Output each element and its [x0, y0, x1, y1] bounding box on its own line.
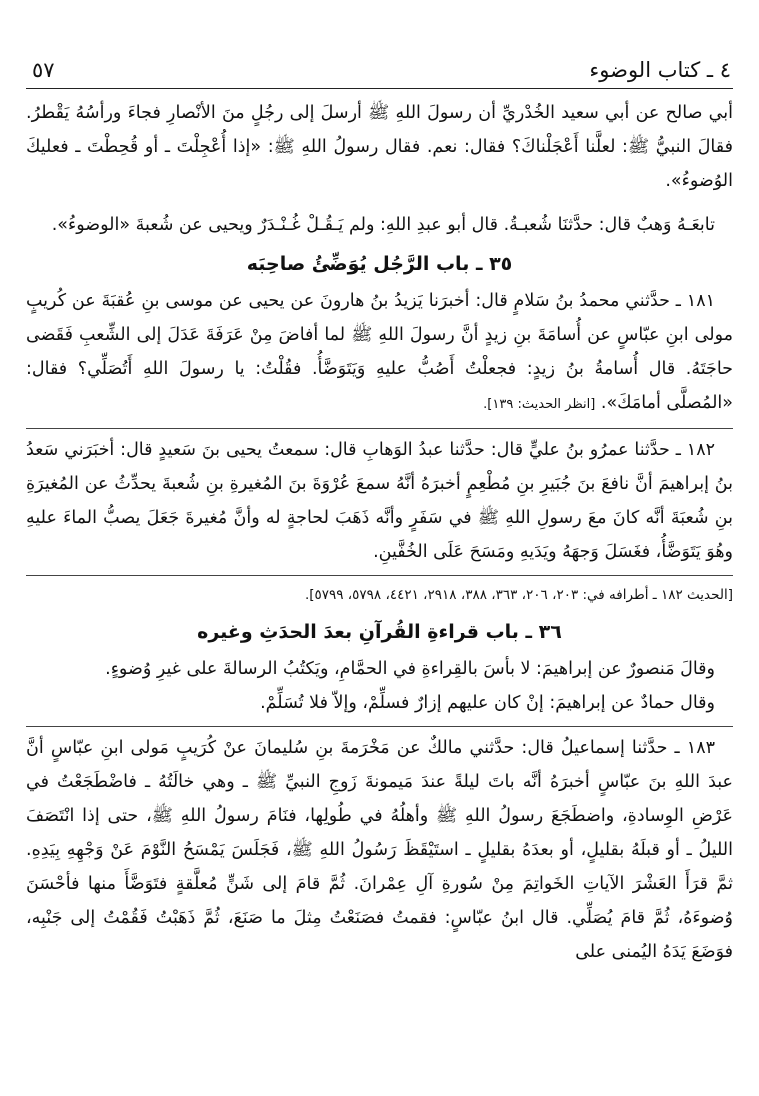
chapter-35-title: ٣٥ ـ باب الرَّجُل يُوَضِّئُ صاحِبَه: [246, 253, 513, 275]
divider: [26, 428, 733, 429]
chapter-36-commentary-line-2: وقال حمادٌ عن إبراهيمَ: إنْ كان عليهم إزارٌ فسلِّمْ، وإلاّ فلا تُسَلِّمْ.: [260, 693, 715, 713]
hadith-182-paragraph: ١٨٢ ـ حدَّثنا عمرُو بنُ عليٍّ قال: حدَّثنا عبدُ الوَهابِ قال: سمعتُ يحيى بنَ سَعيدٍ قال: أخبَرَني سَعدُ بنُ إبراهيمَ أنَّ نافعَ بنَ جُبَيرِ بنِ مُطْعِمٍ أخبرَهُ أنَّهُ سمعَ عُرْوَةَ بنَ المُغيرةِ بنِ شُعبةَ يحدِّثُ عن المُغيرَةِ بنِ شُعبَةَ أنَّه كانَ معَ رسولِ اللهِ ﷺ في سَفَرٍ وأنَّه ذَهَبَ لحاجةٍ له وأنَّ مُغيرةَ جَعَلَ يصبُّ الماءَ عليهِ وهُوَ يَتَوَضَّأُ، فغَسَلَ وَجهَهُ ويَدَيهِ ومَسَحَ عَلَى الخُفَّينِ.: [26, 440, 733, 562]
page-number: ٥٧: [32, 58, 55, 82]
chapter-36-commentary-line-1: وقالَ مَنصورٌ عن إبراهيمَ: لا بأسَ بالقِراءةِ في الحمَّامِ، ويَكتُبُ الرسالةَ على غيرِ وُضوءٍ.: [105, 659, 715, 679]
chapter-36-title: ٣٦ ـ باب قراءةِ القُرآنِ بعدَ الحدَثِ وغيره: [197, 621, 562, 643]
page-body: [26, 96, 733, 969]
divider: [26, 575, 733, 576]
continued-hadith-paragraph: أبي صالح عن أبي سعيد الخُدْريِّ أن رسولَ اللهِ ﷺ أرسلَ إلى رجُلٍ منَ الأنْصارِ فجاءَ ورأسُهُ يَقْطرُ. فقالَ النبيُّ ﷺ: لعلَّنا أَعْجَلْناكَ؟ فقال: نعم. فقال رسولُ اللهِ ﷺ: «إذا أُعْجِلْتَ ـ أو قُحِطْتَ ـ فعليكَ الوُضوءُ».: [26, 103, 733, 191]
hadith-181-paragraph: [26, 284, 733, 422]
follow-up-note-paragraph: تابعَـهُ وَهبٌ قال: حدَّثنَا شُعبـةُ. قال أبو عبدِ اللهِ: ولم يَـقُـلْ غُـنْـدَرٌ ويحيى عن شُعبةَ «الوضوءُ».: [51, 215, 715, 235]
hadith-183-paragraph: ١٨٣ ـ حدَّثنا إسماعيلُ قال: حدَّثني مالكٌ عن مَخْرَمةَ بنِ سُليمانَ عنْ كُرَيبٍ مَولى ابنِ عبّاسٍ أنَّ عبدَ اللهِ بنَ عبّاسٍ أخبرَهُ أنَّه باتَ ليلةً عندَ مَيمونةَ زَوجِ النبيِّ ﷺ ـ وهي خالَتُهُ ـ فاضْطَجَعْتُ في عَرْضِ الوِسادةِ، واضطَجَعَ رسولُ اللهِ ﷺ وأهلُهُ في طُولِها، فنَامَ رسولُ اللهِ ﷺ، حتى إذا انْتَصَفَ الليلُ ـ أو قبلَهُ بقليلٍ، أو بعدَهُ بقليلٍ ـ استَيْقَظَ رَسُولُ اللهِ ﷺ، فَجَلَسَ يَمْسَحُ النَّوْمَ عَنْ وَجْهِهِ بِيَدِهِ. ثمَّ قرَأَ العَشْرَ الآياتِ الخَواتِمَ مِنْ سُورةِ آلِ عِمْرانَ. ثُمَّ قامَ إلى شَنٍّ مُعلَّقةٍ فتَوَضَّأَ منها فأحْسَنَ وُضوءَهُ، ثُمَّ قامَ يُصَلِّي. قال ابنُ عبّاسٍ: فقمتُ فصَنَعْتُ مِثلَ ما صَنَعَ، ثُمَّ ذَهَبْتُ فَقُمْتُ إلى جَنْبِه، فوَضَعَ يَدَهُ اليُمنى على: [26, 738, 733, 962]
hadith-181-cross-reference: [انظر الحديث: ١٣٩].: [483, 397, 596, 412]
running-header: [26, 52, 733, 89]
divider: [26, 726, 733, 727]
chapter-header-title: ٤ ـ كتاب الوضوء: [589, 58, 731, 82]
hadith-182-cross-references: [الحديث ١٨٢ ـ أطرافه في: ٢٠٣، ٢٠٦، ٣٦٣، ٣٨٨، ٢٩١٨، ٤٤٢١، ٥٧٩٨، ٥٧٩٩].: [304, 587, 733, 603]
book-page: [26, 0, 733, 1096]
hadith-181-text: ١٨١ ـ حدَّثني محمدُ بنُ سَلامٍ قال: أخبرَنا يَزيدُ بنُ هارونَ عن يحيى عن موسى بنِ عُقبَةَ عن كُريبٍ مولى ابنِ عبّاسٍ عن أُسامَةَ بنِ زيدٍ أنَّ رسولَ اللهِ ﷺ لما أفاضَ مِنْ عَرَفَةَ عَدَلَ إلى الشِّعبِ فَقَضى حاجَتَهُ. قال أُسامةُ بنُ زيدٍ: فجعلْتُ أَصُبُّ عليهِ وَيَتَوَضَّأُ. فقُلْتُ: يا رسولَ اللهِ أَتُصَلِّي؟ فقال: «المُصلَّى أمامَكَ».: [26, 291, 733, 413]
